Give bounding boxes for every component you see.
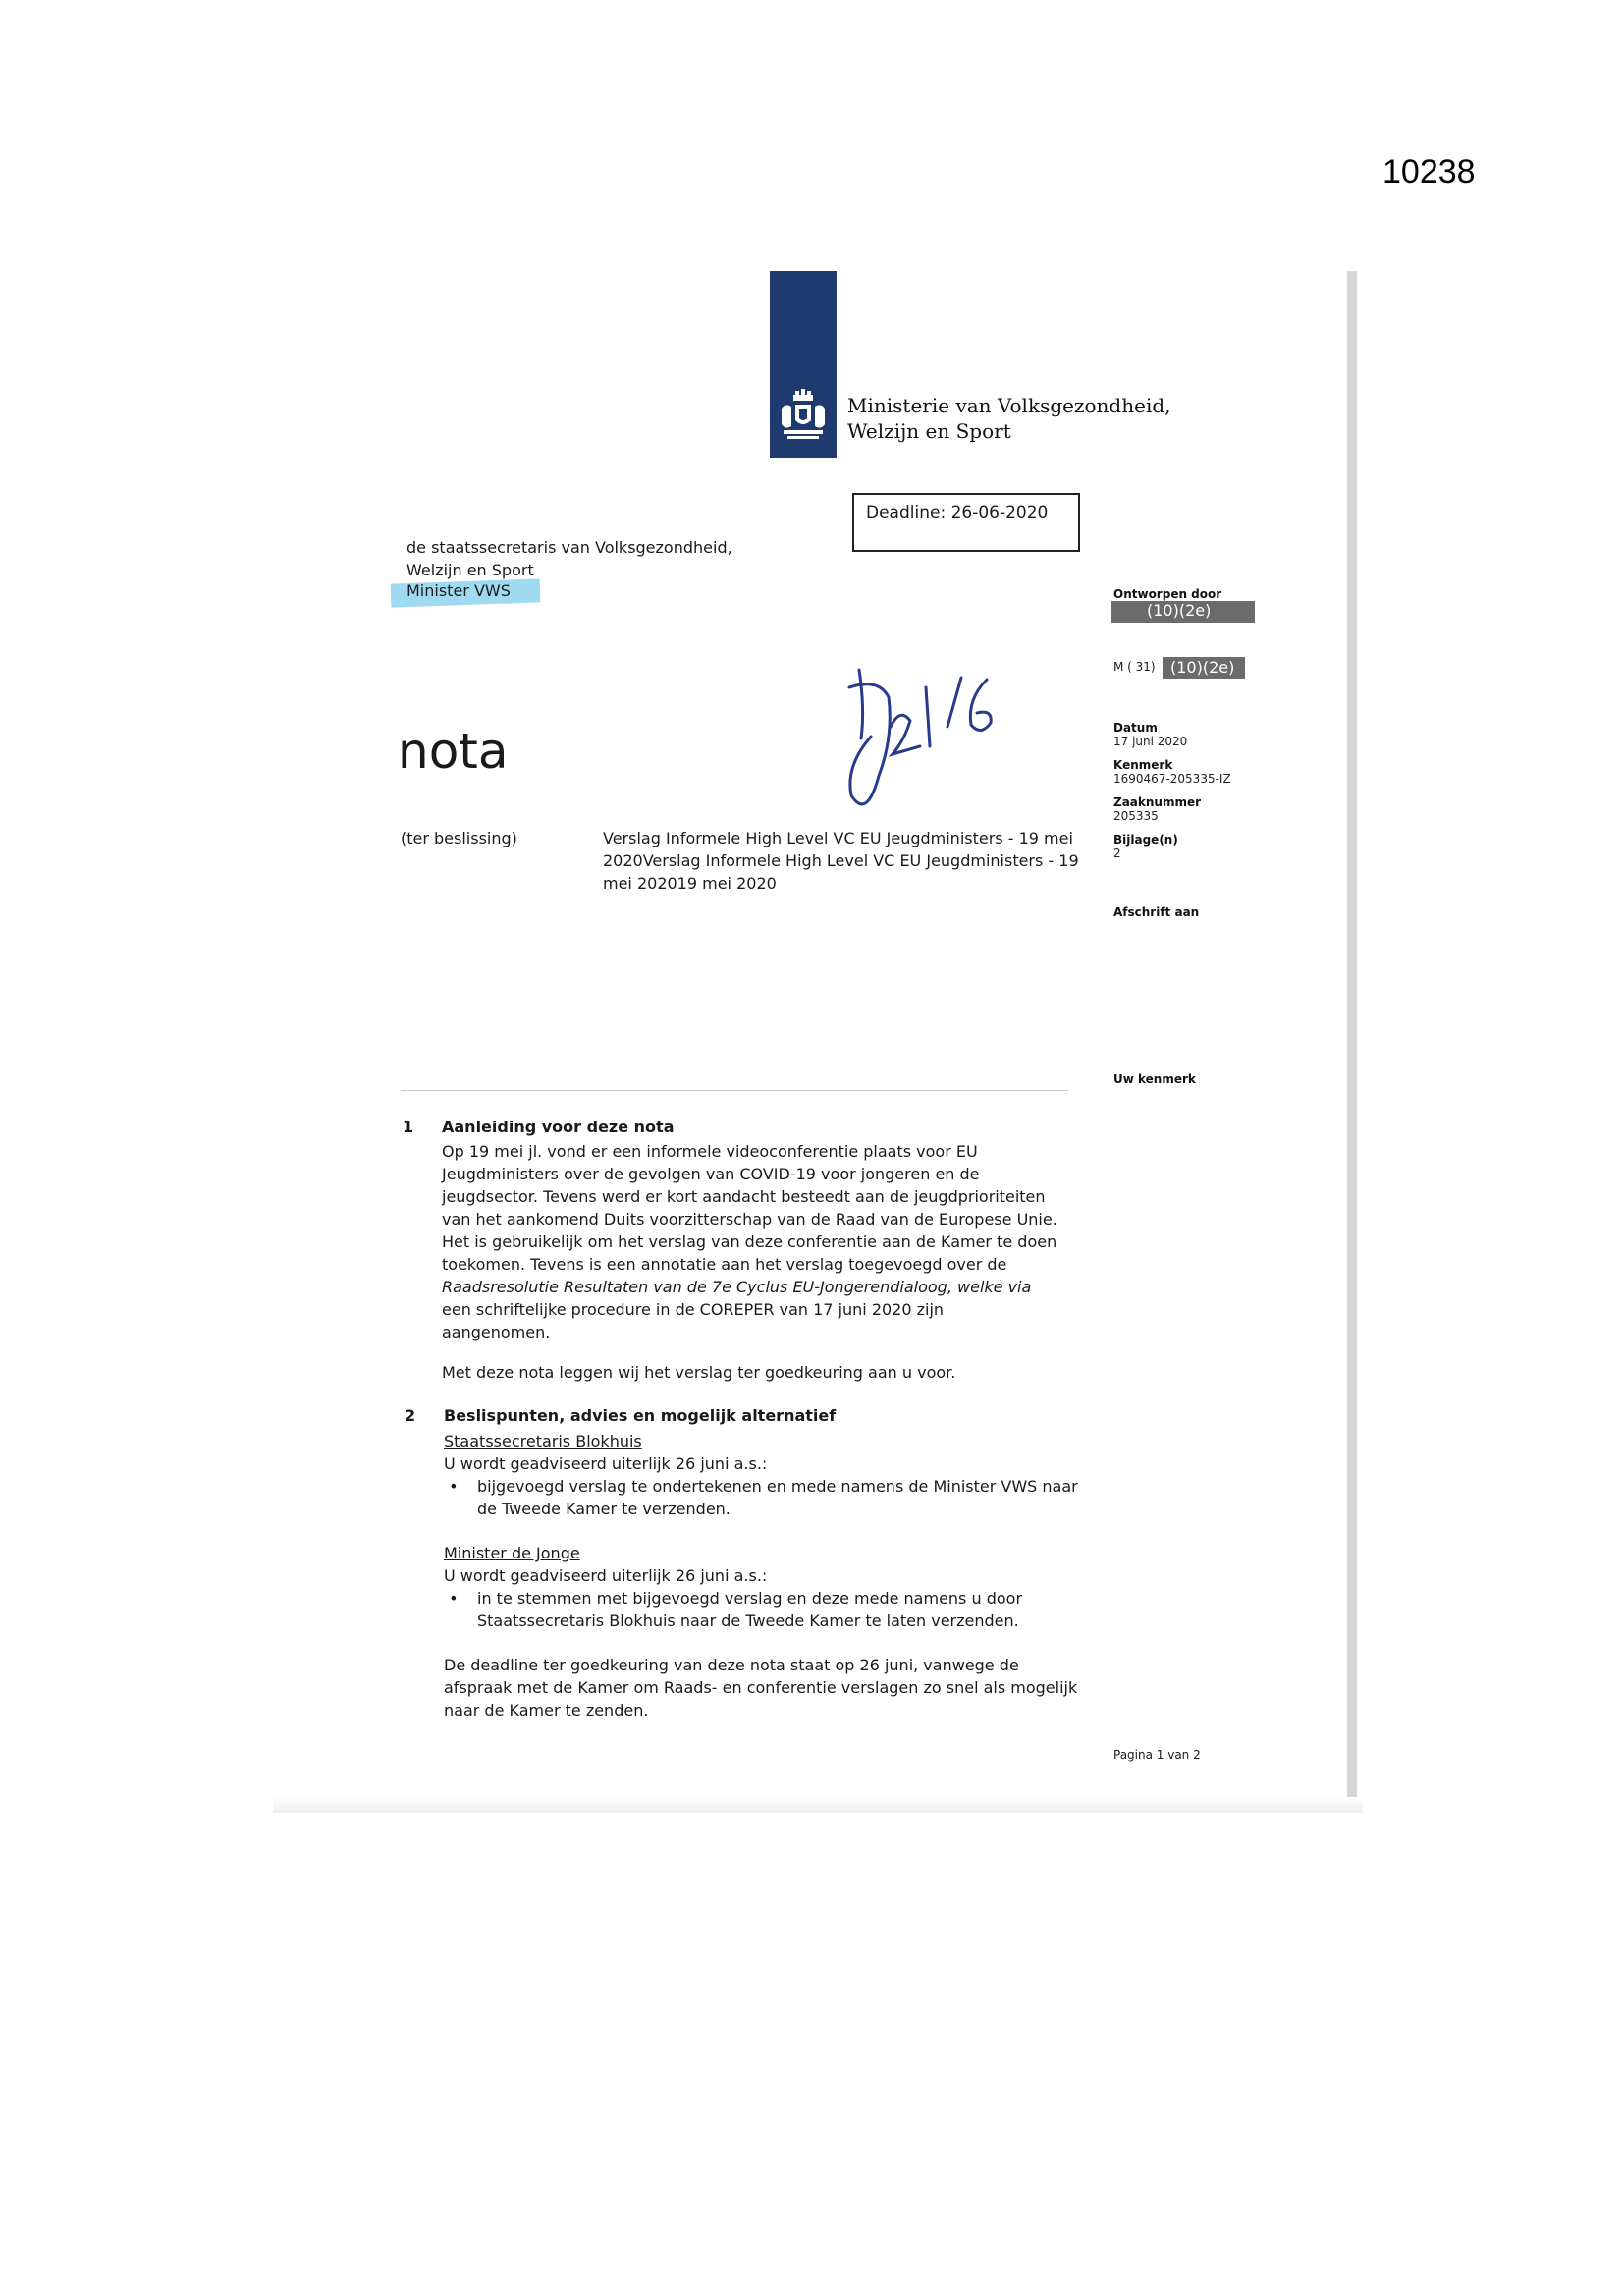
redaction-ontworpen — [1111, 601, 1255, 623]
body-line: Op 19 mei jl. vond er een informele videoconferentie plaats voor EU — [442, 1142, 978, 1161]
bijlagen-label: Bijlage(n) — [1113, 833, 1178, 847]
metadata-column — [1113, 721, 1349, 870]
bullet-item — [444, 1587, 1092, 1632]
datum-label: Datum — [1113, 721, 1158, 735]
bullet-icon: • — [444, 1477, 459, 1496]
section-number: 2 — [405, 1406, 416, 1425]
section-body — [442, 1140, 1110, 1343]
body-line: toekomen. Tevens is een annotatie aan het verslag toegevoegd over de — [442, 1255, 1007, 1274]
kenmerk-label: Kenmerk — [1113, 758, 1173, 772]
bullet-text: in te stemmen met bijgevoegd verslag en deze mede namens u door Staatssecretaris Blokhuis naar de Tweede Kamer te laten verzenden. — [477, 1589, 1023, 1630]
document-type-label: (ter beslissing) — [401, 829, 517, 847]
subheading: Minister de Jonge — [444, 1544, 580, 1562]
body-line: Jeugdministers over de gevolgen van COVID-19 voor jongeren en de — [442, 1165, 980, 1183]
kenmerk-value: 1690467-205335-IZ — [1113, 772, 1231, 786]
m-prefix: M ( 31) — [1113, 660, 1156, 674]
redaction-code: (10)(2e) — [1170, 658, 1235, 677]
addressee — [406, 536, 732, 581]
redaction-m — [1163, 657, 1245, 679]
divider — [401, 1090, 1068, 1091]
ontworpen-label: Ontworpen door — [1113, 587, 1222, 601]
advice-intro: U wordt geadviseerd uiterlijk 26 juni a.s.: — [444, 1454, 768, 1473]
afschrift-label: Afschrift aan — [1113, 905, 1200, 919]
scan-edge — [273, 1797, 1363, 1813]
ministry-name-line1: Ministerie van Volksgezondheid, — [847, 394, 1171, 417]
body-line: een schriftelijke procedure in de COREPER van 17 juni 2020 zijn — [442, 1300, 945, 1319]
advice-intro: U wordt geadviseerd uiterlijk 26 juni a.s.: — [444, 1566, 768, 1585]
body-line: Het is gebruikelijk om het verslag van deze conferentie aan de Kamer te doen — [442, 1232, 1057, 1251]
zaaknummer-label: Zaaknummer — [1113, 795, 1202, 809]
ministry-name-line2: Welzijn en Sport — [847, 419, 1011, 443]
body-line: aangenomen. — [442, 1323, 551, 1341]
deadline-text: Deadline: 26-06-2020 — [866, 503, 1049, 522]
body-line: jeugdsector. Tevens werd er kort aandacht besteedt aan de jeugdprioriteiten — [442, 1187, 1046, 1206]
bullet-item — [444, 1475, 1092, 1520]
zaaknummer-value: 205335 — [1113, 809, 1159, 823]
subheading: Staatssecretaris Blokhuis — [444, 1432, 642, 1450]
bijlagen-value: 2 — [1113, 847, 1121, 860]
handwritten-initials-signature — [830, 658, 1026, 835]
uw-kenmerk-label: Uw kenmerk — [1113, 1072, 1196, 1086]
coat-of-arms-icon — [774, 387, 833, 446]
section-footer: Met deze nota leggen wij het verslag ter goedkeuring aan u voor. — [442, 1363, 956, 1382]
subject: Verslag Informele High Level VC EU Jeugdministers - 19 mei 2020Verslag Informele High Level VC EU Jeugdministers - 19 mei 202019 mei 2020 — [603, 829, 1079, 893]
datum-value: 17 juni 2020 — [1113, 735, 1188, 748]
bullet-icon: • — [444, 1589, 459, 1608]
deadline-box — [852, 493, 1080, 552]
ministry-name — [847, 393, 1171, 444]
section-title: Aanleiding voor deze nota — [442, 1118, 675, 1136]
document-title: nota — [398, 723, 509, 780]
section-number: 1 — [403, 1118, 414, 1136]
addressee-line1: de staatssecretaris van Volksgezondheid, — [406, 538, 732, 557]
section-title: Beslispunten, advies en mogelijk alternatief — [444, 1406, 837, 1425]
closing-paragraph: De deadline ter goedkeuring van deze nota staat op 26 juni, vanwege de afspraak met de Kamer om Raads- en conferentie verslagen zo snel als mogelijk naar de Kamer te zenden. — [444, 1656, 1078, 1720]
redaction-code: (10)(2e) — [1147, 601, 1212, 620]
document-number: 10238 — [1382, 153, 1476, 191]
addressee-line2: Welzijn en Sport — [406, 561, 534, 579]
government-logo-bar — [770, 271, 837, 458]
body-line: Raadsresolutie Resultaten van de 7e Cyclus EU-Jongerendialoog, welke via — [442, 1278, 1032, 1296]
scanned-page — [273, 271, 1357, 1811]
page-indicator: Pagina 1 van 2 — [1113, 1748, 1201, 1762]
body-line: van het aankomend Duits voorzitterschap van de Raad van de Europese Unie. — [442, 1210, 1057, 1229]
addressee-line3: Minister VWS — [406, 581, 511, 600]
bullet-text: bijgevoegd verslag te ondertekenen en mede namens de Minister VWS naar de Tweede Kamer te verzenden. — [477, 1477, 1078, 1518]
